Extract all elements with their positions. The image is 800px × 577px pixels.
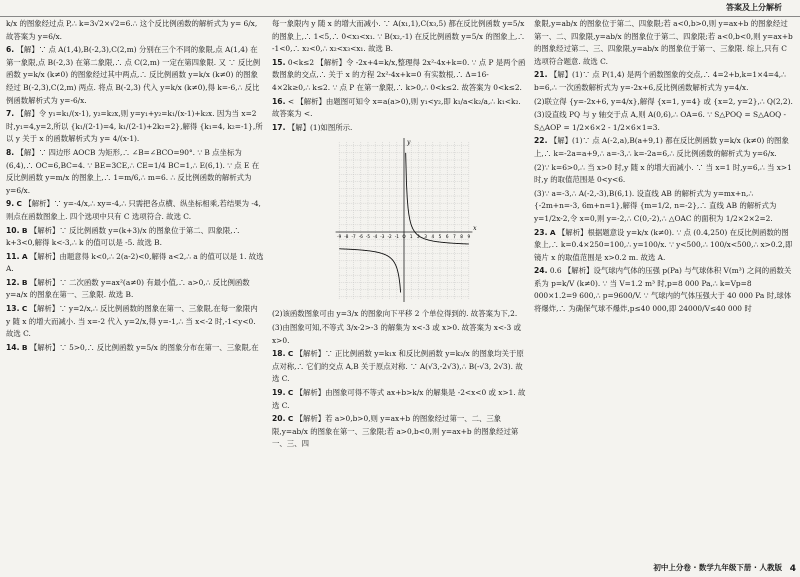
answer-item	[6, 342, 264, 355]
y-axis-label: y	[407, 139, 411, 147]
answer-text: 【解】(1)∵ 点 A(-2,a),B(a+9,1) 都在反比例函数 y=k/x (k≠0) 的图象上,∴ k=-2a=a+9,∴ a=-3,∴ k=-2a=6,∴ 反比例函数的解析式为 y=6/x.	[534, 136, 789, 158]
answer-text: 【解】(1)如图所示.	[287, 122, 353, 132]
answer-text: 【解析】∵ 二次函数 y=ax²(a≠0) 有最小值,∴ a>0,∴ 反比例函数 y=a/x 的图象在第一、三象限. 故选 B.	[6, 277, 250, 300]
question-number: 24.	[534, 266, 548, 276]
x-tick-label: -7	[351, 234, 356, 240]
answer-text: 【解析】根据题意设 y=k/x (k≠0). ∵ 点 (0.4,250) 在反比例函数的图象上,∴ k=0.4×250=100,∴ y=100/x. ∵ y<500,∴ 100/x<500,∴ x>0.2,即镜片 x 的取值范围是 x>0.2 m. 故选 A.	[534, 227, 793, 262]
answer-item	[272, 387, 526, 412]
answer-item	[272, 308, 526, 321]
curve-branch	[339, 249, 400, 293]
answer-text: 【解】∵ 四边形 AOCB 为矩形,∴ ∠B=∠BCO=90°. ∵ B 点坐标为(6,4),∴ OC=6,BC=4. ∵ BE=3CE,∴ CE=1/4 BC=1,∴ E(6,1). ∵ 点 E 在反比例函数 y=m/x 的图象上,∴ 1=m/6,∴ m=6. ∴ 反比例函数的解析式为 y=6/x.	[6, 147, 260, 195]
answer-item	[6, 277, 264, 302]
question-number: 19.	[272, 387, 286, 397]
answer-text: 【解析】∵ 正比例函数 y=k₁x 和反比例函数 y=k₂/x 的图象均关于原点对称,∴ 它们的交点 A,B 关于原点对称. ∵ A(√3,-2√3),∴ B(-√3, 2√3). 故选 C.	[272, 349, 524, 384]
x-tick-label: O	[402, 234, 406, 240]
answer-text: 【解析】∵ 5>0,∴ 反比例函数 y=5/x 的图象分布在第一、三象限,在	[29, 342, 259, 352]
answer-text: (2)联立得 {y=-2x+6, y=4/x},解得 {x=1, y=4} 或 {x=2, y=2},∴ Q(2,2).	[534, 96, 793, 106]
answer-text: < 【解析】由题图可知令 x=a(a>0),则 y₁<y₂,即 k₁/a<k₂/a,∴ k₁<k₂. 故答案为 <.	[272, 96, 521, 119]
function-graph	[322, 136, 477, 304]
answer-choice: C	[287, 414, 294, 424]
answer-text: 0.6 【解析】设气球内气体的压强 p(Pa) 与气球体积 V(m³) 之间的函数关系为 p=k/V (k≠0). ∵ 当 V=1.2 m³ 时,p=8 000 Pa,∴ k=Vp=8 000×1.2=9 600,∴ p=9600/V. ∵ 气球内的气体压强大于 40 000 Pa 时,球体将爆炸,∴ 为确保气球不爆炸,p≤40 000,即 24000/V≤40 000 时	[534, 266, 792, 314]
answer-text: 【解析】由题意得 k<0,∴ 2(a-2)<0,解得 a<2,∴ a 的值可以是 1. 故选 A.	[6, 251, 264, 274]
graph-figure	[322, 136, 477, 306]
x-tick-label: -8	[344, 234, 349, 240]
answer-text: 【解析】∵ 反比例函数 y=(k+3)/x 的图象位于第二、四象限,∴ k+3<0,解得 k<-3,∴ k 的值可以是 -5. 故选 B.	[6, 225, 240, 248]
answer-choice: A	[21, 251, 28, 261]
answer-item	[6, 18, 264, 43]
x-tick-label: 4	[431, 234, 435, 240]
x-tick-label: -3	[380, 234, 385, 240]
x-tick-label: 8	[460, 234, 463, 240]
answer-choice: C	[21, 304, 28, 314]
answer-text: 【解】∵ 点 A(1,4),B(-2,3),C(2,m) 分别在三个不同的象限,点 A(1,4) 在第一象限,点 B(-2,3) 在第二象限,∴ 点 C(2,m) 一定在第四象限. 又 ∵ 反比例函数 y=k/x (k≠0) 的图象经过其中两点,∴ 反比例函数 y=k/x (k≠0) 的图象经过 B(-2,3),C(2,m) 两点. 将点 B(-2,3) 代入 y=k/x (k≠0),得 k=-6,∴ 反比例函数解析式为 y=-6/x.	[6, 45, 261, 105]
question-number: 11.	[6, 251, 20, 261]
question-number: 23.	[534, 227, 548, 237]
answer-text: 象限,y=ab/x 的图象位于第二、四象限;若 a<0,b>0,则 y=ax+b 的图象经过第一、二、四象限,y=ab/x 的图象位于第二、四象限;若 a<0,b<0,则 y=ax+b 的图象经过第二、三、四象限,y=ab/x 的图象位于第一、三象限. 综上,只有 C 选项符合题意. 故选 C.	[534, 19, 793, 66]
answer-text: (3)由图象可知,不等式 3/x-2>-3 的解集为 x<-3 或 x>0. 故答案为 x<-3 或 x>0.	[272, 322, 521, 345]
header-label: 答案及上分解析	[726, 3, 782, 12]
question-number: 9.	[6, 199, 15, 209]
x-tick-label: 1	[409, 234, 413, 240]
answer-item	[534, 162, 794, 187]
answer-item	[272, 322, 526, 347]
answer-choice: C	[16, 199, 22, 209]
answer-text: (2)该函数图象可由 y=3/x 的图象向下平移 2 个单位得到的. 故答案为下,2.	[272, 309, 518, 319]
answer-text: 【解析】∵ y=2/x,∴ 反比例函数的图象在第一、三象限,在每一象限内 y 随 x 的增大而减小. 当 x=-2 代入 y=2/x,得 y=-1,∴ 当 x<-2 时,-1<y<0. 故选 C.	[6, 304, 258, 339]
question-number: 18.	[272, 349, 286, 359]
answer-item	[272, 18, 526, 56]
answer-choice: B	[21, 225, 28, 235]
answer-text: (3)设直线 PQ 与 y 轴交于点 A,则 A(0,6),∴ OA=6. ∵ S△POQ = S△AOQ - S△AOP = 1/2×6×2 - 1/2×6×1=3.	[534, 110, 787, 132]
x-tick-label: -5	[365, 234, 371, 240]
question-number: 17.	[272, 122, 286, 132]
answer-choice: C	[287, 349, 294, 359]
answer-choice: C	[287, 387, 294, 397]
answer-item	[272, 96, 526, 121]
footer-label: 初中上分卷 · 数学九年级下册 · 人教版	[653, 563, 782, 572]
answer-text: 【解析】若 a>0,b>0,则 y=ax+b 的图象经过第一、二、三象限,y=ab/x 的图象在第一、三象限;若 a>0,b<0,则 y=ax+b 的图象经过第一、三、四	[272, 414, 519, 449]
column-right	[534, 18, 794, 317]
answer-text: 【解】(1)∵ 点 P(1,4) 是两个函数图象的交点,∴ 4=2+b,k=1×4=4,∴ b=6,∴ 一次函数解析式为 y=-2x+6,反比例函数解析式为 y=4/x.	[534, 70, 786, 92]
question-number: 16.	[272, 96, 286, 106]
x-tick-label: 5	[438, 234, 442, 240]
x-tick-label: 6	[445, 234, 449, 240]
answer-text: 0<k≤2 【解析】令 -2x+4=k/x,整理得 2x²-4x+k=0. ∵ 点 P 是两个函数图象的交点,∴ 关于 x 的方程 2x²-4x+k=0 有实数根,∴ Δ=16-4×2k≥0,∴ k≤2. ∵ 点 P 在第一象限,∴ k>0,∴ 0<k≤2. 故答案为 0<k≤2.	[272, 57, 526, 92]
answer-item	[6, 198, 264, 223]
answer-item	[6, 251, 264, 276]
answer-item	[272, 348, 526, 386]
answer-text: (3)∵ a=-3,∴ A(-2,-3),B(6,1). 设直线 AB 的解析式为 y=mx+n,∴ {-2m+n=-3, 6m+n=1},解得 {m=1/2, n=-2},∴ 直线 AB 的解析式为 y=1/2x-2,令 x=0,则 y=-2,∴ C(0,-2),∴ △OAC 的面积为 1/2×2×2=2.	[534, 188, 777, 223]
answer-item	[6, 303, 264, 341]
answer-text: (2)∵ k=6>0,∴ 当 x>0 时,y 随 x 的增大而减小. ∵ 当 x=1 时,y=6,∴ 当 x>1 时,y 的取值范围是 0<y<6.	[534, 162, 792, 185]
answer-item	[6, 44, 264, 107]
answer-item	[272, 413, 526, 451]
curve-branch	[406, 153, 469, 244]
answer-item	[272, 57, 526, 95]
answer-item	[534, 96, 794, 109]
column-left	[6, 18, 264, 355]
question-number: 20.	[272, 414, 286, 424]
page-header	[0, 0, 800, 17]
x-tick-label: -9	[337, 234, 342, 240]
answer-item	[534, 188, 794, 226]
answer-text: 每一象限内 y 随 x 的增大而减小. ∵ A(x₁,1),C(x₃,5) 都在反比例函数 y=5/x 的图象上,∴ 1<5,∴ 0<x₃<x₁. ∵ B(x₂,-1) 在反比例函数 y=5/x 的图象上,∴ -1<0,∴ x₂<0,∴ x₂<x₃<x₁. 故选 B.	[272, 19, 525, 54]
answer-item	[272, 122, 526, 135]
x-tick-label: -6	[358, 234, 363, 240]
question-number: 12.	[6, 277, 20, 287]
x-axis-label: x	[473, 225, 477, 233]
answer-item	[534, 109, 794, 134]
x-tick-label: 7	[453, 234, 456, 240]
question-number: 21.	[534, 70, 548, 80]
question-number: 15.	[272, 57, 286, 67]
question-number: 22.	[534, 136, 548, 146]
answer-choice: B	[21, 277, 28, 287]
answer-item	[534, 135, 794, 160]
answer-item	[534, 69, 794, 94]
answer-item	[534, 265, 794, 315]
x-tick-label: 3	[424, 234, 427, 240]
answer-text: 【解析】∵ y=-4/x,∴ xy=-4,∴ 只需把各点横、纵坐标相乘,若结果为 -4,则点在函数图象上. 四个选项中只有 C 选项符合. 故选 C.	[6, 199, 261, 221]
answer-choice: A	[549, 227, 556, 237]
question-number: 7.	[6, 109, 15, 119]
question-number: 13.	[6, 304, 20, 314]
question-number: 14.	[6, 342, 20, 352]
x-tick-label: 9	[467, 234, 471, 240]
column-middle	[272, 18, 526, 452]
answer-item	[6, 147, 264, 197]
answer-text: 【解析】由图象可得不等式 ax+b>k/x 的解集是 -2<x<0 或 x>1. 故选 C.	[272, 387, 526, 410]
answer-item	[6, 108, 264, 146]
question-number: 8.	[6, 147, 15, 157]
x-tick-label: 2	[417, 234, 420, 240]
answer-text: k/x 的图象经过点 P,∴ k=3√2×√2=6.∴ 这个反比例函数的解析式为 y= 6/x,故答案为 y=6/x.	[6, 19, 258, 41]
x-tick-label: -1	[394, 234, 399, 240]
answer-item	[534, 18, 794, 68]
x-tick-label: -2	[387, 234, 392, 240]
question-number: 10.	[6, 225, 20, 235]
question-number: 6.	[6, 45, 15, 55]
answer-choice: B	[21, 342, 28, 352]
x-tick-label: -4	[373, 234, 378, 240]
page-number: 4	[789, 564, 796, 574]
answer-text: 【解】令 y₁=k₁/(x-1), y₂=k₂x,则 y=y₁+y₂=k₁/(x-1)+k₂x. 因为当 x=2 时,y₁=4,y=2,所以 {k₁/(2-1)=4, k₁/(2-1)+2k₂=2},解得 {k₁=4, k₂=-1},所以 y 关于 x 的函数解析式为 y= 4/(x-1).	[6, 109, 263, 144]
answer-item	[534, 227, 794, 265]
answer-item	[6, 225, 264, 250]
